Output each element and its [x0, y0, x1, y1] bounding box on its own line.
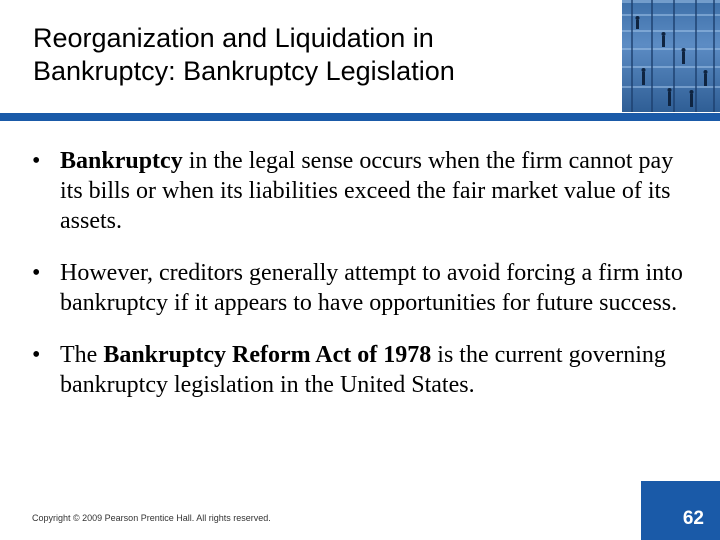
- page-number-box: [641, 481, 720, 540]
- copyright-notice: Copyright © 2009 Pearson Prentice Hall. All rights reserved.: [32, 513, 271, 523]
- bullet-list: [28, 146, 698, 422]
- bullet-bold-term: Bankruptcy: [60, 148, 183, 174]
- bullet-item-bankruptcy-definition: [28, 146, 698, 236]
- title-divider: [0, 113, 720, 121]
- slide-title: [33, 22, 593, 88]
- bullet-text: in the legal sense occurs when the firm cannot pay its bills or when its liabilities exceed the fair market value of its assets.: [60, 148, 674, 234]
- slide-title-line-1: Reorganization and Liquidation in: [33, 23, 434, 53]
- bullet-item-creditors: [28, 258, 698, 318]
- bullet-text: is the current governing bankruptcy legislation in the United States.: [60, 342, 666, 398]
- page-number: 62: [682, 508, 704, 529]
- bullet-text-prefix: The: [60, 342, 104, 368]
- bullet-marker: •: [32, 260, 41, 286]
- corner-photo-image: [622, 0, 720, 112]
- bullet-bold-term: Bankruptcy Reform Act of 1978: [103, 342, 432, 368]
- bullet-marker: •: [32, 342, 41, 368]
- bullet-item-reform-act: [28, 340, 698, 400]
- bullet-marker: •: [32, 148, 41, 174]
- slide-title-line-2: Bankruptcy: Bankruptcy Legislation: [33, 56, 455, 86]
- bullet-text: However, creditors generally attempt to avoid forcing a firm into bankruptcy if it appears to have opportunities for future success.: [60, 260, 683, 316]
